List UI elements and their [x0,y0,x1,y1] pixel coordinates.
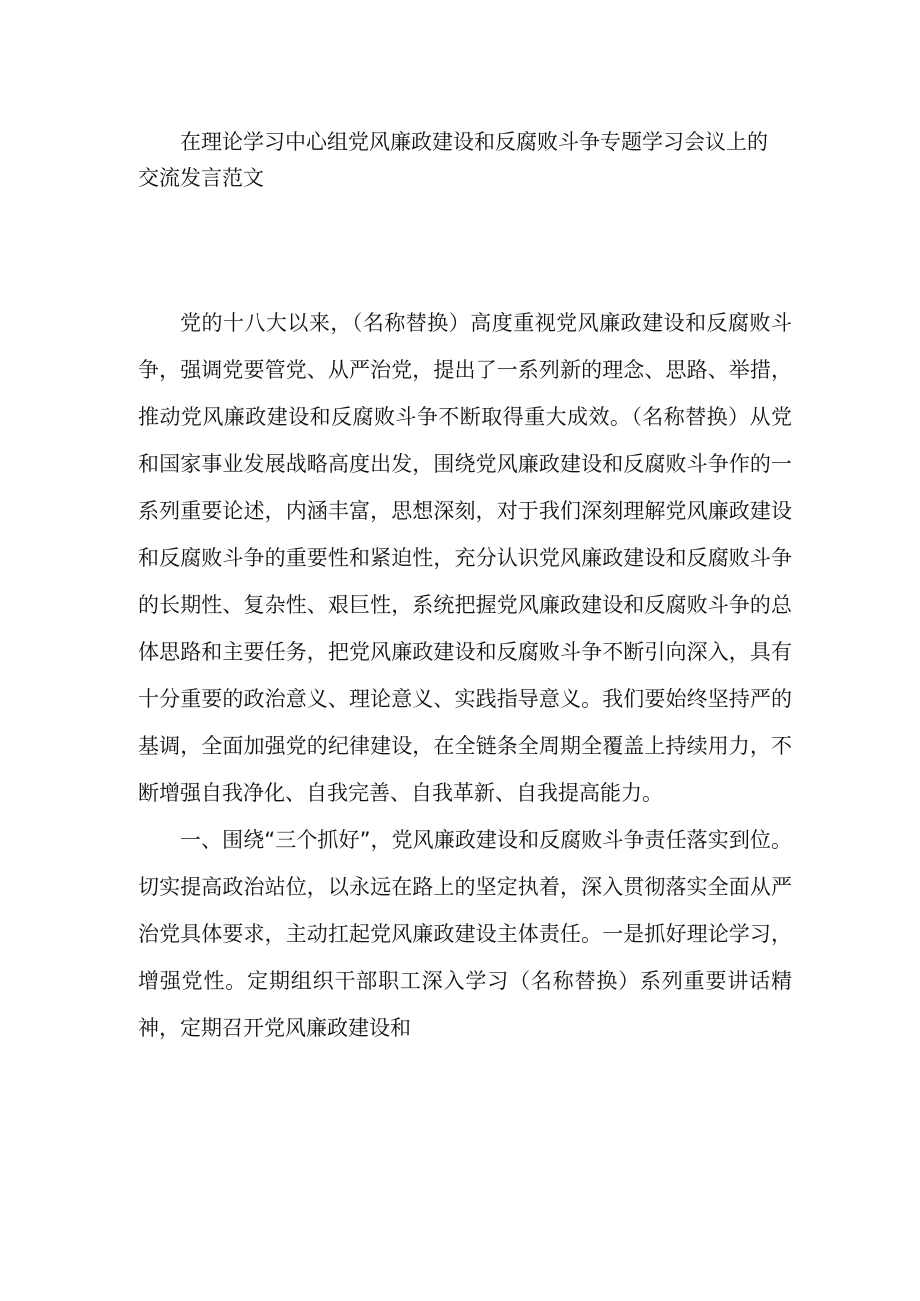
document-body [138,300,792,1052]
title-line-1: 在理论学习中心组党风廉政建设和反腐败斗争专题学习会议上的 [180,130,768,154]
document-title [138,124,798,196]
paragraph-intro: 党的十八大以来，（名称替换）高度重视党风廉政建设和反腐败斗争，强调党要管党、从严治党，提出了一系列新的理念、思路、举措，推动党风廉政建设和反腐败斗争不断取得重大成效。（名称替换）从党和国家事业发展战略高度出发，围绕党风廉政建设和反腐败斗争作的一系列重要论述，内涵丰富，思想深刻，对于我们深刻理解党风廉政建设和反腐败斗争的重要性和紧迫性，充分认识党风廉政建设和反腐败斗争的长期性、复杂性、艰巨性，系统把握党风廉政建设和反腐败斗争的总体思路和主要任务，把党风廉政建设和反腐败斗争不断引向深入，具有十分重要的政治意义、理论意义、实践指导意义。我们要始终坚持严的基调，全面加强党的纪律建设，在全链条全周期全覆盖上持续用力，不断增强自我净化、自我完善、自我革新、自我提高能力。 [138,311,792,805]
title-line-2: 交流发言范文 [138,166,264,190]
paragraph-section-one: 一、围绕“三个抓好”，党风廉政建设和反腐败斗争责任落实到位。切实提高政治站位，以永远在路上的坚定执着，深入贯彻落实全面从严治党具体要求，主动扛起党风廉政建设主体责任。一是抓好理论学习，增强党性。定期组织干部职工深入学习（名称替换）系列重要讲话精神，定期召开党风廉政建设和 [138,828,792,1040]
